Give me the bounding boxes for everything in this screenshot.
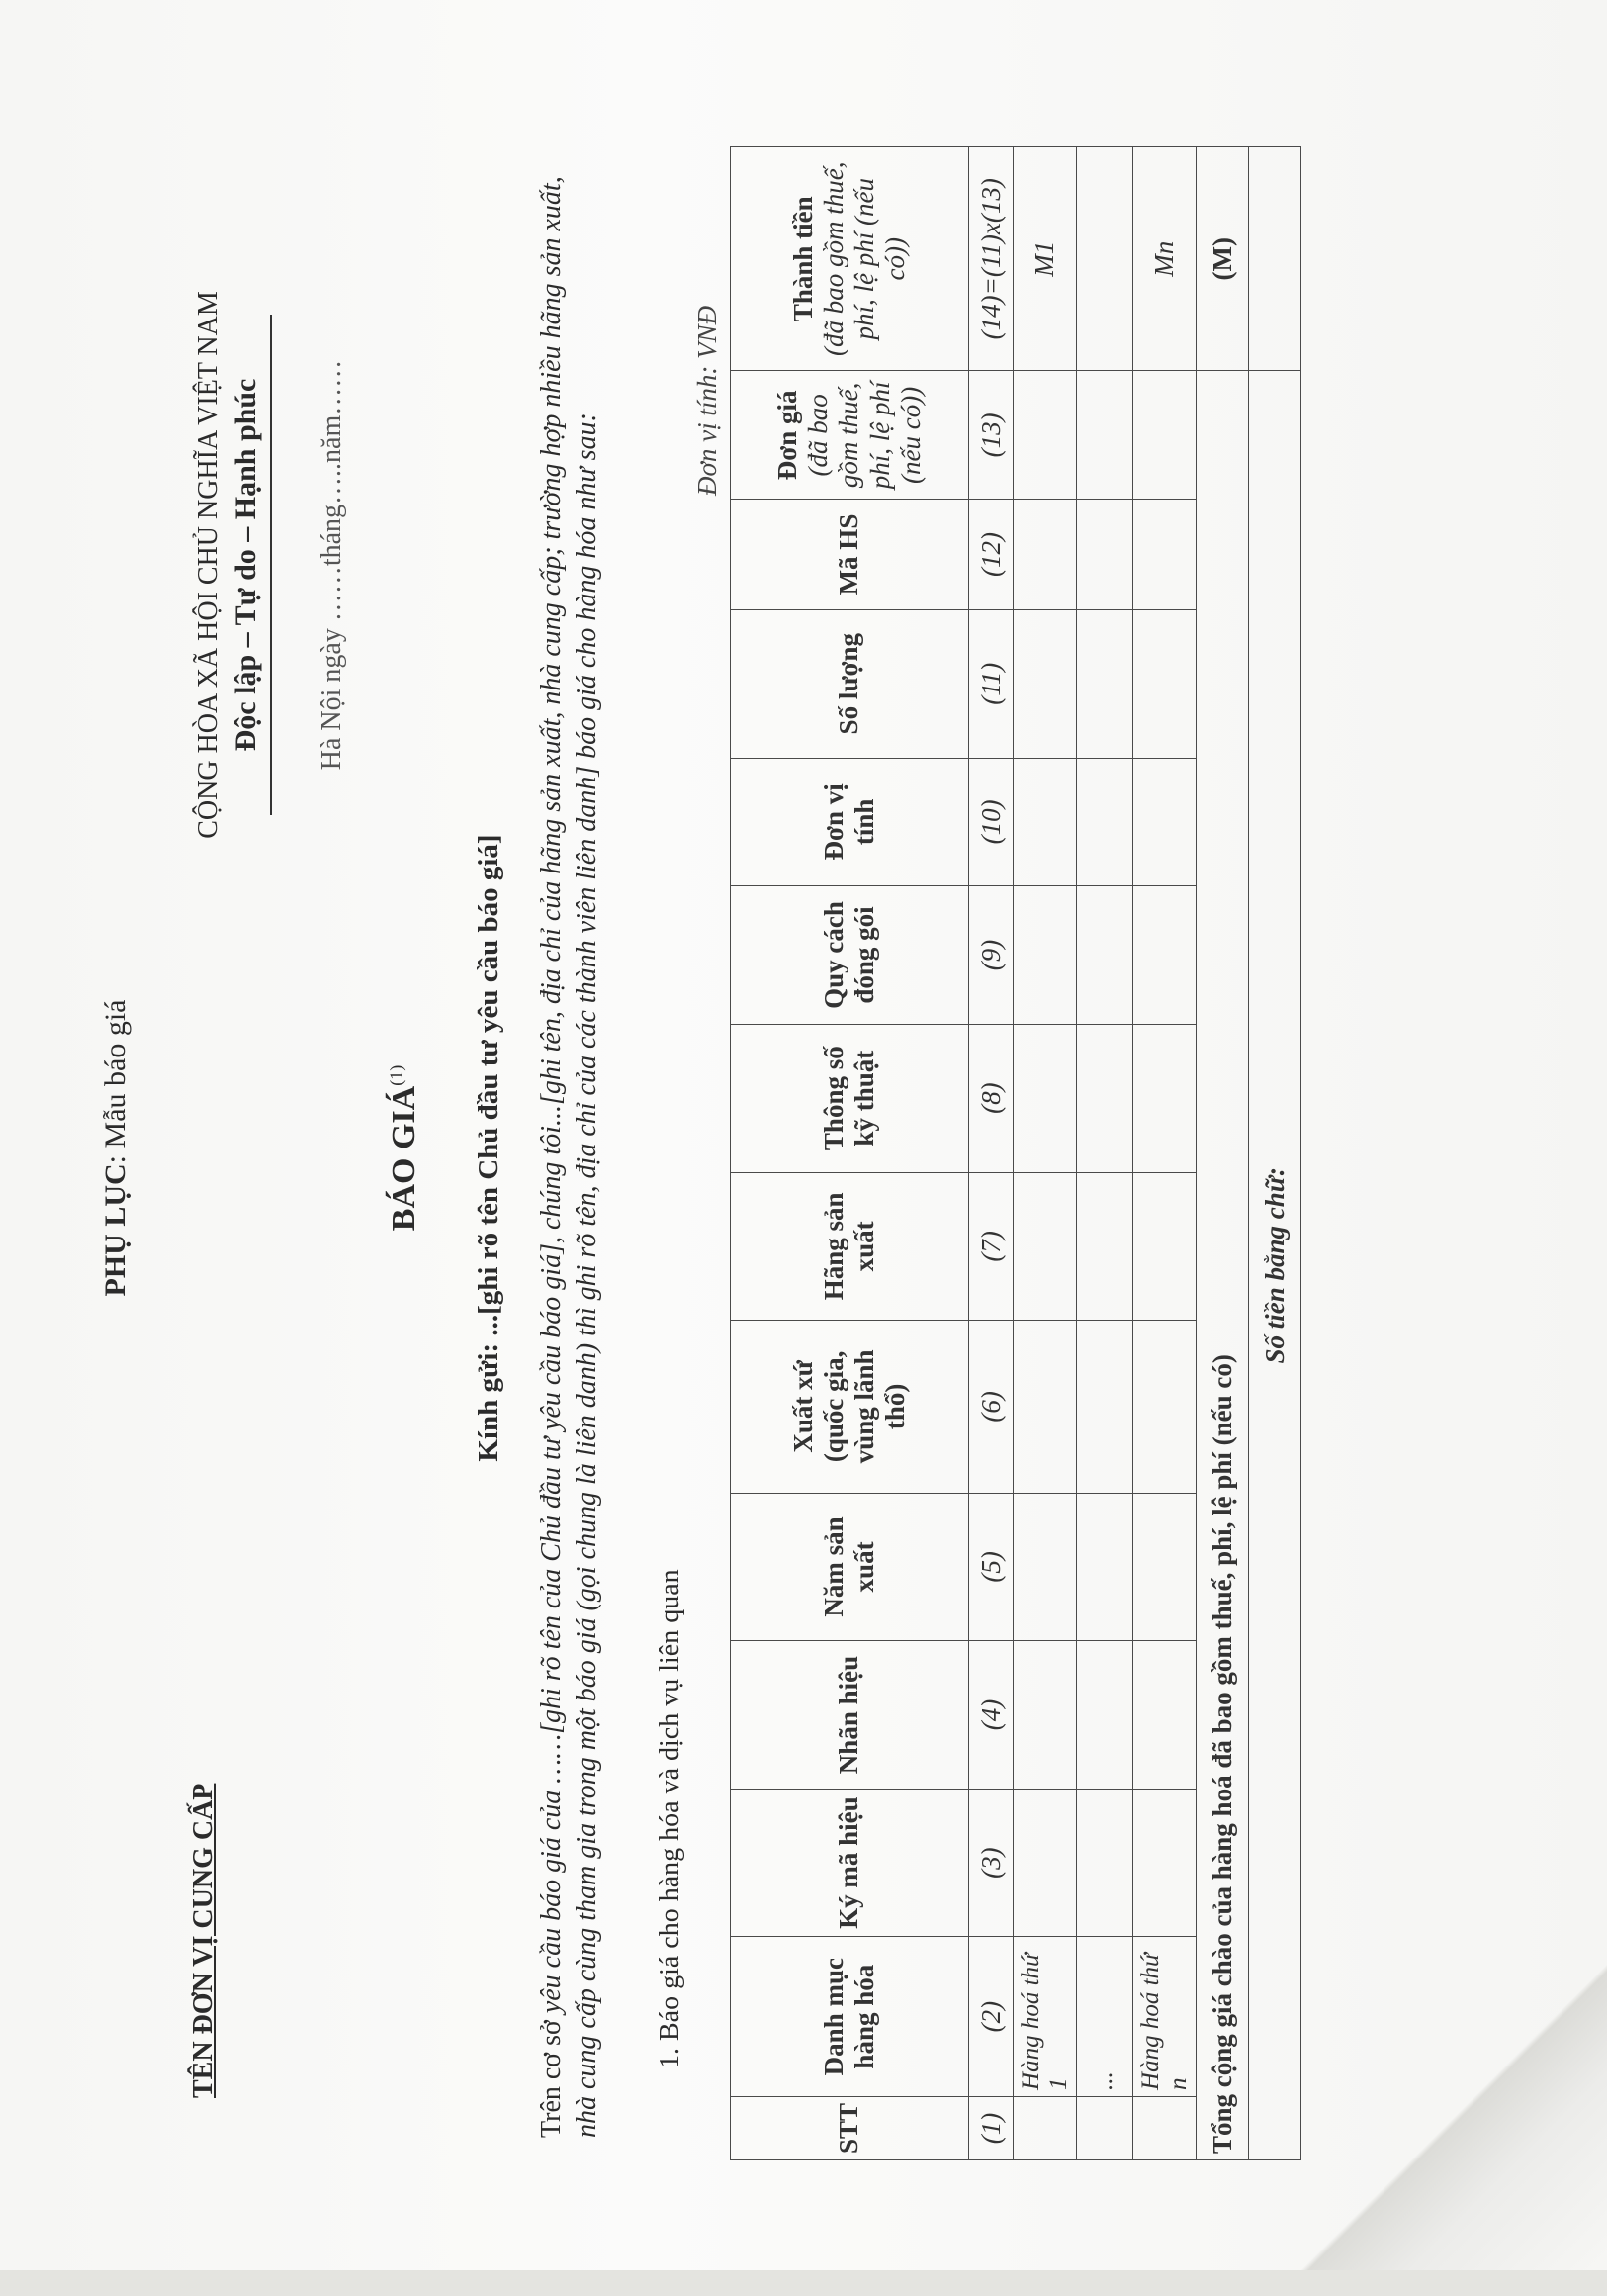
amount-in-words-label: Số tiền bằng chữ:: [1249, 371, 1301, 2160]
header-cell: Hãng sản xuất: [731, 1172, 969, 1321]
total-label: Tổng cộng giá chào của hàng hoá đã bao gồm thuế, phí, lệ phí (nếu có): [1197, 371, 1249, 2160]
header-cell: Xuất xứ (quốc gia, vùng lãnh thổ): [731, 1321, 969, 1494]
item-amount: M1: [1014, 147, 1077, 372]
column-number: (11): [969, 609, 1014, 758]
header-cell: Danh mục hàng hóa: [731, 1937, 969, 2097]
quotation-table: [730, 146, 1301, 2160]
column-number: (1): [969, 2096, 1014, 2159]
appendix-title: : Mẫu báo giá: [99, 999, 132, 1164]
total-row: [1197, 147, 1249, 2160]
header-cell: Năm sản xuất: [731, 1493, 969, 1641]
column-number: (10): [969, 758, 1014, 886]
appendix-label: PHỤ LỤC: [99, 1163, 132, 1297]
table-row: [1014, 147, 1077, 2160]
item-name: ...: [1077, 1937, 1133, 2097]
header-cell: Quy cách đóng gói: [731, 886, 969, 1025]
currency-unit-note: Đơn vị tính: VNĐ: [692, 305, 722, 496]
national-motto: Độc lập – Tự do – Hạnh phúc: [229, 378, 262, 752]
column-number: (5): [969, 1493, 1014, 1641]
header-cell: Thông số kỹ thuật: [731, 1024, 969, 1172]
title-footnote-ref: (1): [386, 1064, 406, 1086]
item-name: Hàng hoá thứ n: [1133, 1937, 1197, 2097]
dateline: Hà Nội ngày ……tháng…..năm……: [316, 359, 347, 771]
header-cell: Thành tiền (đã bao gồm thuế, phí, lệ phí (nếu có)): [731, 147, 969, 372]
total-value: (M): [1197, 147, 1249, 372]
nation-title: CỘNG HÒA XÃ HỘI CHỦ NGHĨA VIỆT NAM: [193, 291, 223, 839]
column-number: (9): [969, 886, 1014, 1025]
column-number: (2): [969, 1937, 1014, 2097]
intro-paragraph: [534, 159, 605, 2138]
table-row: [1077, 147, 1133, 2160]
document-title: [386, 0, 423, 2296]
column-number: (7): [969, 1172, 1014, 1321]
motto-underline: [270, 315, 272, 815]
table-row: [1133, 147, 1197, 2160]
column-number: (13): [969, 371, 1014, 500]
column-number: (6): [969, 1321, 1014, 1494]
item-name: Hàng hoá thứ 1: [1014, 1937, 1077, 2097]
header-cell: Đơn giá (đã bao gồm thuế, phí, lệ phí (nếu có)): [731, 371, 969, 500]
supplier-unit-name: TÊN ĐƠN VỊ CUNG CẤP: [188, 1783, 219, 2098]
header-cell: Số lượng: [731, 609, 969, 758]
section-item-1: 1. Báo giá cho hàng hóa và dịch vụ liên quan: [655, 1569, 685, 2068]
intro-body: yêu cầu báo giá của ……[ghi rõ tên của Chủ đầu tư yêu cầu báo giá], chúng tôi...[ghi tên, địa chỉ của hãng sản xuất, nhà cung cấp; trường hợp nhiều hãng sản xuất, nhà cung cấp cùng tham gia trong một báo giá (gọi chung là liên danh) thì ghi rõ tên, địa chỉ của các thành viên liên danh] báo giá cho hàng hóa như sau:: [536, 176, 602, 2138]
column-number-row: [969, 147, 1014, 2160]
appendix-heading: [99, 0, 133, 2296]
supplier-unit: [188, 1784, 220, 2098]
column-number: (3): [969, 1789, 1014, 1937]
header-cell: STT: [731, 2096, 969, 2159]
table-header-row: [731, 147, 969, 2160]
amount-in-words-row: [1249, 147, 1301, 2160]
item-amount: Mn: [1133, 147, 1197, 372]
column-number: (4): [969, 1641, 1014, 1790]
header-cell: Đơn vị tính: [731, 758, 969, 886]
recipient-line: Kính gửi: ...[ghi rõ tên Chủ đầu tư yêu cầu báo giá]: [473, 834, 504, 1462]
item-amount: [1077, 147, 1133, 372]
document-title-text: BÁO GIÁ: [386, 1085, 422, 1232]
header-cell: Ký mã hiệu: [731, 1789, 969, 1937]
header-cell: Mã HS: [731, 500, 969, 610]
column-number: (8): [969, 1024, 1014, 1172]
column-number: (12): [969, 500, 1014, 610]
header-cell: Nhãn hiệu: [731, 1641, 969, 1790]
column-number: (14)=(11)x(13): [969, 147, 1014, 372]
intro-prefix: Trên cơ sở: [536, 2013, 567, 2138]
